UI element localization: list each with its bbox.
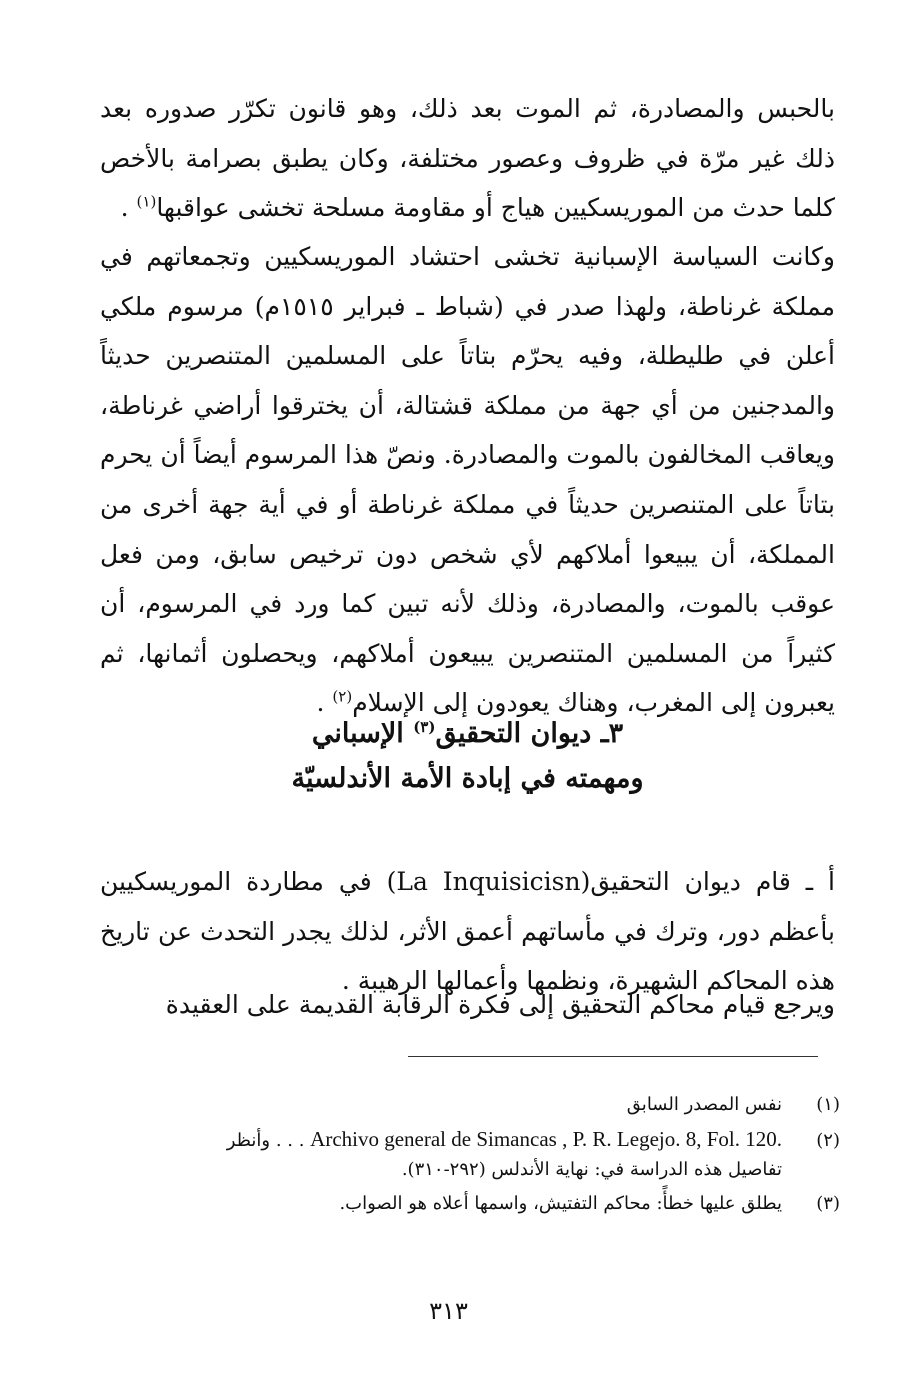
page-number: ٣١٣ — [429, 1297, 468, 1325]
footnote-2 — [100, 1124, 840, 1156]
footnote-1-text: نفس المصدر السابق — [626, 1094, 782, 1115]
paragraph-1 — [100, 84, 835, 233]
paragraph-1-text: بالحبس والمصادرة، ثم الموت بعد ذلك، وهو قانون تكرّر صدوره بعد ذلك غير مرّة في ظروف وعصور مختلفة، وكان يطبق بصرامة بالأخص كلما حدث من الموريسكيين هياج أو مقاومة مسلحة تخشى عواقبها — [100, 94, 835, 223]
footnote-3 — [100, 1189, 840, 1219]
paragraph-1-end: . — [120, 193, 137, 223]
footnote-2-see-also: . . . وأنظر — [226, 1130, 311, 1151]
paragraph-2-text: وكانت السياسة الإسبانية تخشى احتشاد الموريسكيين وتجمعاتهم في مملكة غرناطة، ولهذا صدر في (شباط ـ فبراير ١٥١٥م) مرسوم ملكي أعلن في طليطلة، وفيه يحرّم بتاتاً على المسلمين المتنصرين حديثاً والمدجنين من أي جهة من مملكة قشتالة، أن يخترقوا أراضي غرناطة، ويعاقب المخالفون بالموت والمصادرة. ونصّ هذا المرسوم أيضاً أن يحرم بتاتاً على المتنصرين حديثاً في مملكة غرناطة أو في أية جهة أخرى من المملكة، أن يبيعوا أملاكهم لأي شخص دون ترخيص سابق، ومن فعل عوقب بالموت، والمصادرة، وذلك لأنه تبين كما ورد في المرسوم، أن كثيراً من المسلمين المتنصرين يبيعون أملاكهم، ويحصلون أثمانها، ثم يعبرون إلى المغرب، وهناك يعودون إلى الإسلام — [100, 242, 835, 718]
footnote-ref-2[interactable]: (٢) — [332, 688, 353, 707]
footnote-1-number: (١) — [816, 1094, 840, 1115]
footnote-3-number: (٣) — [816, 1193, 840, 1214]
section-heading-line-1 — [100, 712, 835, 756]
section-heading-title-end: الإسباني — [311, 718, 414, 749]
footnote-1 — [100, 1090, 840, 1120]
footnote-divider — [408, 1056, 818, 1057]
paragraph-2 — [100, 232, 835, 728]
footnote-3-text: يطلق عليها خطأً: محاكم التفتيش، واسمها أعلاه هو الصواب. — [339, 1193, 782, 1214]
footnote-ref-3[interactable]: (٣) — [413, 718, 436, 736]
section-heading-line-2: ومهمته في إبادة الأمة الأندلسيّة — [291, 763, 644, 794]
paragraph-3: أ ـ قام ديوان التحقيق(La Inquisicisn) في مطاردة الموريسكيين بأعظم دور، وترك في مأساتهم أعمق الأثر، لذلك يجدر التحدث عن تاريخ هذه المحاكم الشهيرة، ونظمها وأعمالها الرهيبة . — [100, 867, 835, 996]
section-heading-title: ٣ـ ديوان التحقيق — [435, 718, 624, 749]
paragraph-2-end: . — [316, 688, 333, 718]
footnote-ref-1[interactable]: (١) — [136, 192, 157, 211]
footnote-2-source: Archivo general de Simancas , P. R. Legejo. 8, Fol. 120. — [310, 1127, 782, 1151]
footnote-2-number: (٢) — [816, 1130, 840, 1151]
footnote-2-continuation: تفاصيل هذه الدراسة في: نهاية الأندلس (٢٩٢-٣١٠). — [401, 1159, 782, 1180]
paragraph-4: ويرجع قيام محاكم التحقيق إلى فكرة الرقابة القديمة على العقيدة — [165, 990, 835, 1019]
